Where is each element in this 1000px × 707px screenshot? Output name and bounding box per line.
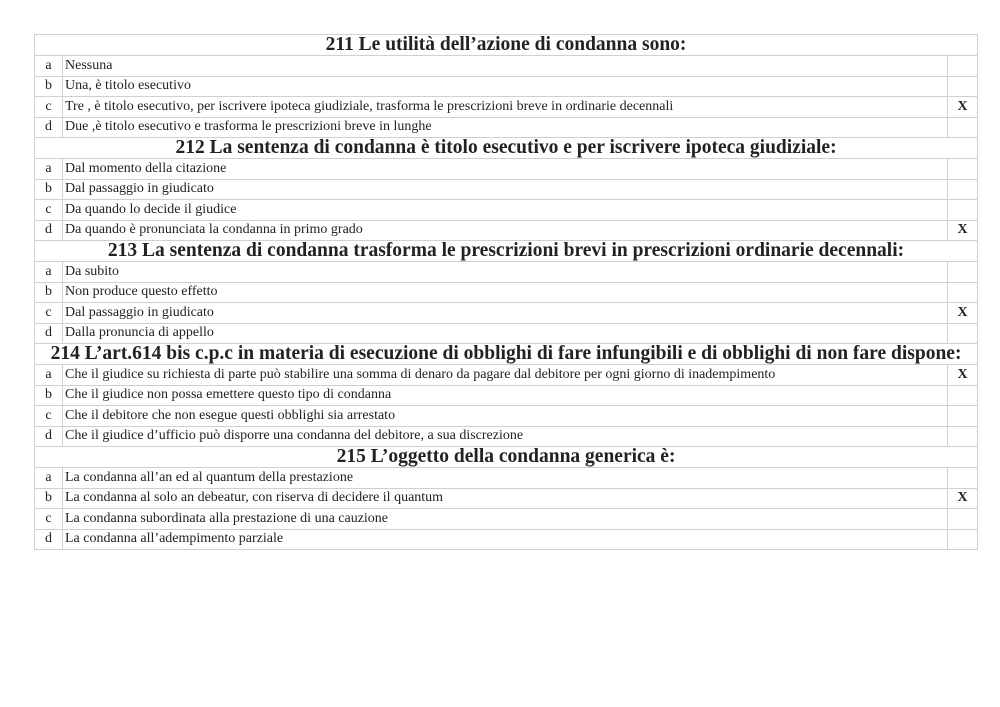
option-text: Dal momento della citazione (63, 159, 948, 180)
option-letter: b (35, 179, 63, 200)
answer-mark (948, 406, 978, 427)
answer-mark: X (948, 220, 978, 241)
option-row (35, 509, 978, 530)
answer-mark (948, 117, 978, 138)
answer-mark: X (948, 303, 978, 324)
option-text: Dal passaggio in giudicato (63, 303, 948, 324)
question-title: 214 L’art.614 bis c.p.c in materia di esecuzione di obblighi di fare infungibili e di obblighi di non fare dispone: (35, 344, 978, 365)
question-row (35, 35, 978, 56)
answer-mark (948, 385, 978, 406)
option-row (35, 365, 978, 386)
option-text: Nessuna (63, 56, 948, 77)
option-row (35, 220, 978, 241)
option-letter: b (35, 282, 63, 303)
answer-mark (948, 56, 978, 77)
option-letter: d (35, 426, 63, 447)
answer-mark: X (948, 365, 978, 386)
option-text: Che il giudice d’ufficio può disporre una condanna del debitore, a sua discrezione (63, 426, 948, 447)
option-row (35, 97, 978, 118)
answer-mark (948, 159, 978, 180)
option-letter: a (35, 262, 63, 283)
answer-mark: X (948, 97, 978, 118)
option-letter: d (35, 117, 63, 138)
option-text: La condanna al solo an debeatur, con riserva di decidere il quantum (63, 488, 948, 509)
option-letter: a (35, 56, 63, 77)
option-row (35, 159, 978, 180)
option-text: Da quando è pronunciata la condanna in primo grado (63, 220, 948, 241)
option-letter: b (35, 488, 63, 509)
quiz-body (35, 35, 978, 550)
option-text: Che il giudice non possa emettere questo tipo di condanna (63, 385, 948, 406)
answer-mark (948, 282, 978, 303)
option-text: Che il giudice su richiesta di parte può stabilire una somma di denaro da pagare dal debitore per ogni giorno di inadempimento (63, 365, 948, 386)
option-row (35, 179, 978, 200)
option-row (35, 117, 978, 138)
option-row (35, 303, 978, 324)
option-letter: c (35, 406, 63, 427)
question-title: 211 Le utilità dell’azione di condanna sono: (35, 35, 978, 56)
option-text: Dalla pronuncia di appello (63, 323, 948, 344)
question-row (35, 344, 978, 365)
answer-mark (948, 509, 978, 530)
question-row (35, 138, 978, 159)
question-title: 213 La sentenza di condanna trasforma le prescrizioni brevi in prescrizioni ordinarie decennali: (35, 241, 978, 262)
option-text: La condanna all’adempimento parziale (63, 529, 948, 550)
option-text: Due ,è titolo esecutivo e trasforma le prescrizioni breve in lunghe (63, 117, 948, 138)
answer-mark (948, 179, 978, 200)
option-text: Da quando lo decide il giudice (63, 200, 948, 221)
answer-mark (948, 468, 978, 489)
option-letter: c (35, 509, 63, 530)
option-letter: d (35, 529, 63, 550)
option-row (35, 282, 978, 303)
option-text: La condanna subordinata alla prestazione di una cauzione (63, 509, 948, 530)
option-text: La condanna all’an ed al quantum della prestazione (63, 468, 948, 489)
option-letter: d (35, 220, 63, 241)
option-row (35, 385, 978, 406)
option-row (35, 529, 978, 550)
answer-mark (948, 200, 978, 221)
answer-mark (948, 529, 978, 550)
option-letter: c (35, 303, 63, 324)
option-letter: d (35, 323, 63, 344)
option-row (35, 200, 978, 221)
option-text: Una, è titolo esecutivo (63, 76, 948, 97)
option-letter: c (35, 97, 63, 118)
question-title: 215 L’oggetto della condanna generica è: (35, 447, 978, 468)
option-text: Non produce questo effetto (63, 282, 948, 303)
option-letter: a (35, 159, 63, 180)
option-row (35, 488, 978, 509)
option-letter: b (35, 76, 63, 97)
option-letter: a (35, 468, 63, 489)
option-row (35, 323, 978, 344)
option-row (35, 76, 978, 97)
option-row (35, 262, 978, 283)
option-row (35, 468, 978, 489)
answer-mark (948, 76, 978, 97)
answer-mark (948, 262, 978, 283)
question-row (35, 241, 978, 262)
option-letter: a (35, 365, 63, 386)
quiz-table (34, 34, 978, 550)
option-text: Da subito (63, 262, 948, 283)
option-text: Tre , è titolo esecutivo, per iscrivere ipoteca giudiziale, trasforma le prescrizioni breve in ordinarie decennali (63, 97, 948, 118)
question-row (35, 447, 978, 468)
option-row (35, 56, 978, 77)
option-row (35, 406, 978, 427)
answer-mark (948, 323, 978, 344)
answer-mark: X (948, 488, 978, 509)
option-row (35, 426, 978, 447)
option-letter: c (35, 200, 63, 221)
option-letter: b (35, 385, 63, 406)
option-text: Che il debitore che non esegue questi obblighi sia arrestato (63, 406, 948, 427)
question-title: 212 La sentenza di condanna è titolo esecutivo e per iscrivere ipoteca giudiziale: (35, 138, 978, 159)
answer-mark (948, 426, 978, 447)
option-text: Dal passaggio in giudicato (63, 179, 948, 200)
